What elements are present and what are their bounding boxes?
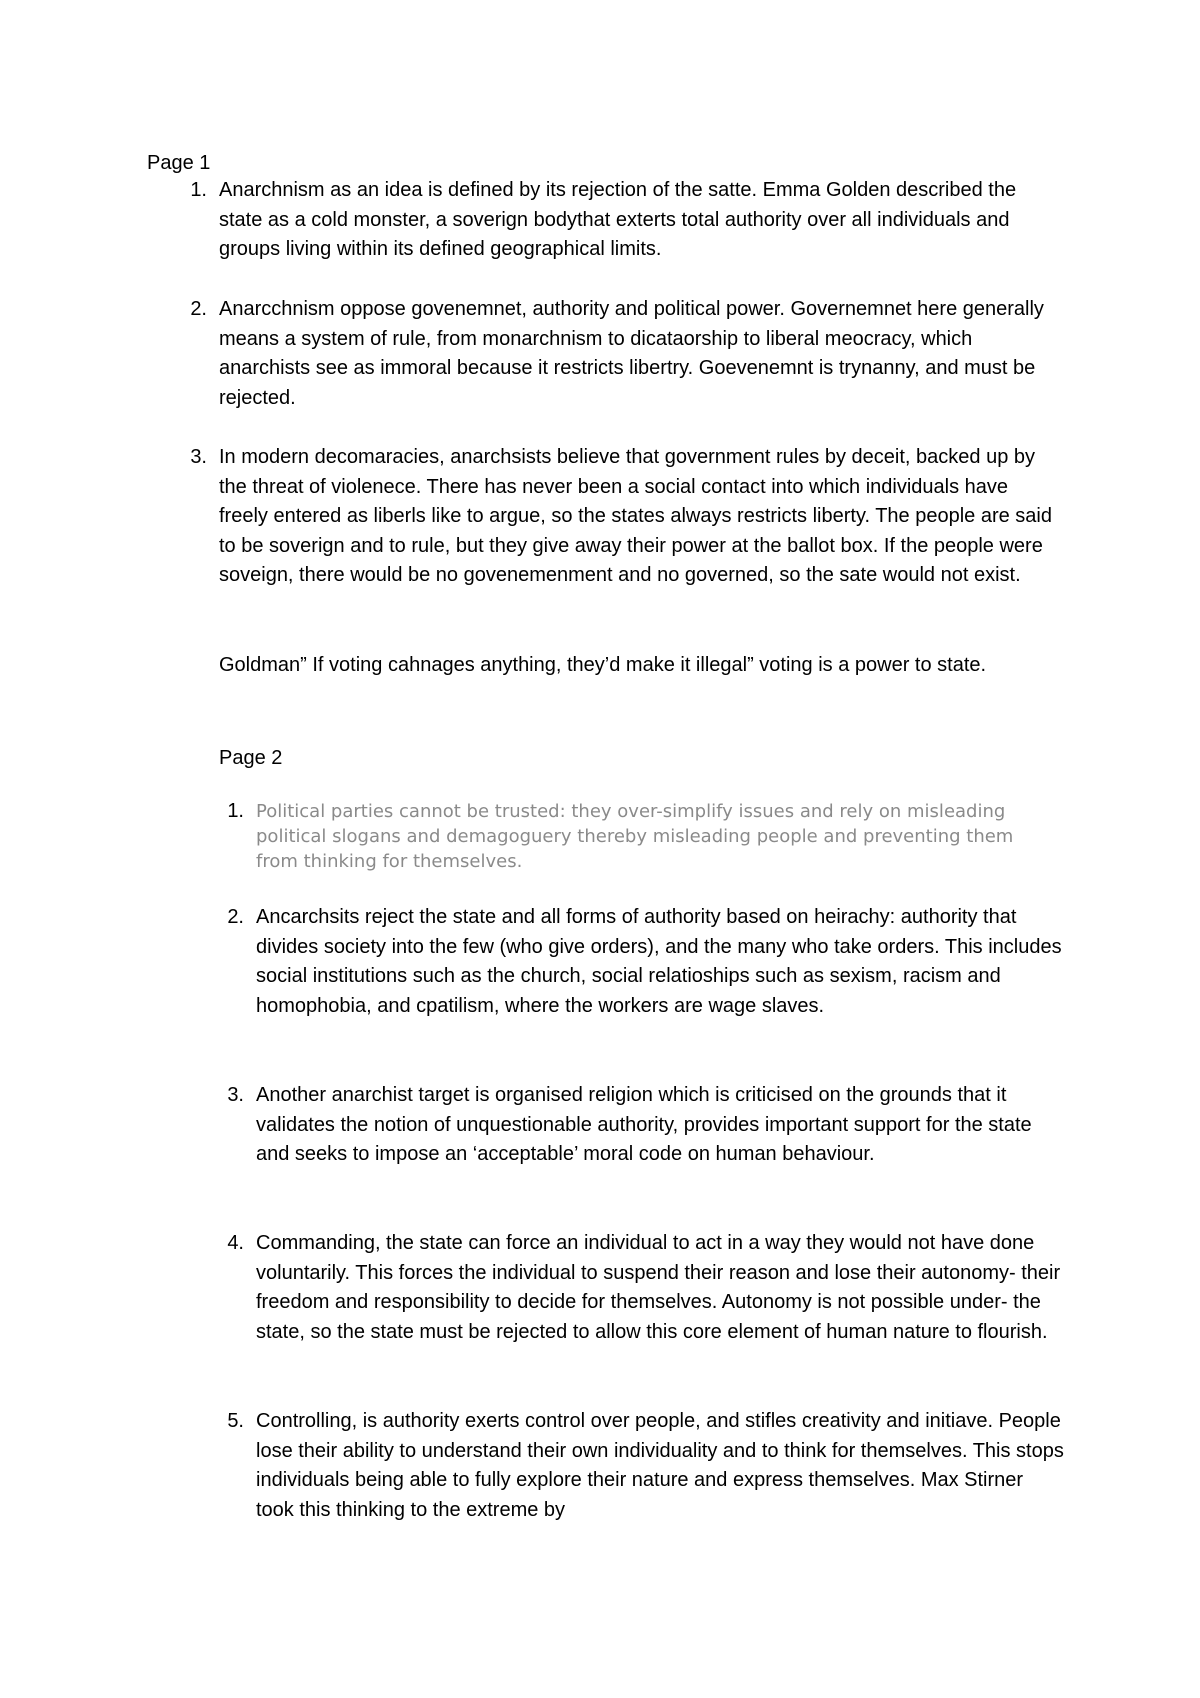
goldman-quote: Goldman” If voting cahnages anything, they’d make it illegal” voting is a power to state. <box>219 654 987 676</box>
list-item-number: 3. <box>227 1084 244 1106</box>
list-item-number: 1. <box>190 179 207 201</box>
list-item <box>190 295 1059 413</box>
list-item-text: Anarchnism as an idea is defined by its rejection of the satte. Emma Golden described the state as a cold monster, a soverign bodythat exterts total authority over all individuals and groups living within its defined geographical limits. <box>219 179 1017 261</box>
list-item <box>190 176 1059 265</box>
list-item-text: Another anarchist target is organised religion which is criticised on the grounds that it validates the notion of unquestionable authority, provides important support for the state and seeks to impose an ‘acceptable’ moral code on human behaviour. <box>256 1084 1032 1166</box>
list-item-number: 1. <box>227 800 244 822</box>
list-item-number: 3. <box>190 446 207 468</box>
list-item <box>227 903 1066 1021</box>
list-item-text: Commanding, the state can force an individual to act in a way they would not have done voluntarily. This forces the individual to suspend their reason and lose their autonomy- their freedom and responsibility to decide for themselves. Autonomy is not possible under- the state, so the state must be rejected to allow this core element of human nature to flourish. <box>256 1232 1061 1343</box>
list-item <box>227 1081 1066 1170</box>
list-item-number: 4. <box>227 1232 244 1254</box>
list-item <box>227 799 1056 874</box>
list-item-number: 2. <box>227 906 244 928</box>
list-item-number: 5. <box>227 1410 244 1432</box>
list-item-text: Ancarchsits reject the state and all forms of authority based on heirachy: authority that divides society into the few (who give orders), and the many who take orders. This includes social institutions such as the church, social relatioships such as sexism, racism and homophobia, and cpatilism, where the workers are wage slaves. <box>256 906 1062 1017</box>
list-item-number: 2. <box>190 298 207 320</box>
list-item-text: Political parties cannot be trusted: they over-simplify issues and rely on misleading political slogans and demagoguery thereby misleading people and preventing them from thinking for themselves. <box>256 801 1014 872</box>
list-item <box>190 443 1059 591</box>
page-1-heading: Page 1 <box>147 152 211 174</box>
list-item <box>227 1229 1066 1347</box>
list-item-text: Controlling, is authority exerts control over people, and stifles creativity and initiave. People lose their ability to understand their own individuality and to think for themselves. This stops individuals being able to fully explore their nature and express themselves. Max Stirner took this thinking to the extreme by <box>256 1410 1064 1521</box>
page-2-heading: Page 2 <box>219 747 283 769</box>
list-item-text: In modern decomaracies, anarchsists believe that government rules by deceit, backed up by the threat of violenece. There has never been a social contact into which individuals have freely entered as liberls like to argue, so the states always restricts liberty. The people are said to be soverign and to rule, but they give away their power at the ballot box. If the people were soveign, there would be no govenemenment and no governed, so the sate would not exist. <box>219 446 1052 587</box>
list-item-text: Anarcchnism oppose govenemnet, authority and political power. Governemnet here generally means a system of rule, from monarchnism to dicataorship to liberal meocracy, which anarchists see as immoral because it restricts libertry. Goevenemnt is trynanny, and must be rejected. <box>219 298 1044 409</box>
list-item <box>227 1407 1066 1525</box>
